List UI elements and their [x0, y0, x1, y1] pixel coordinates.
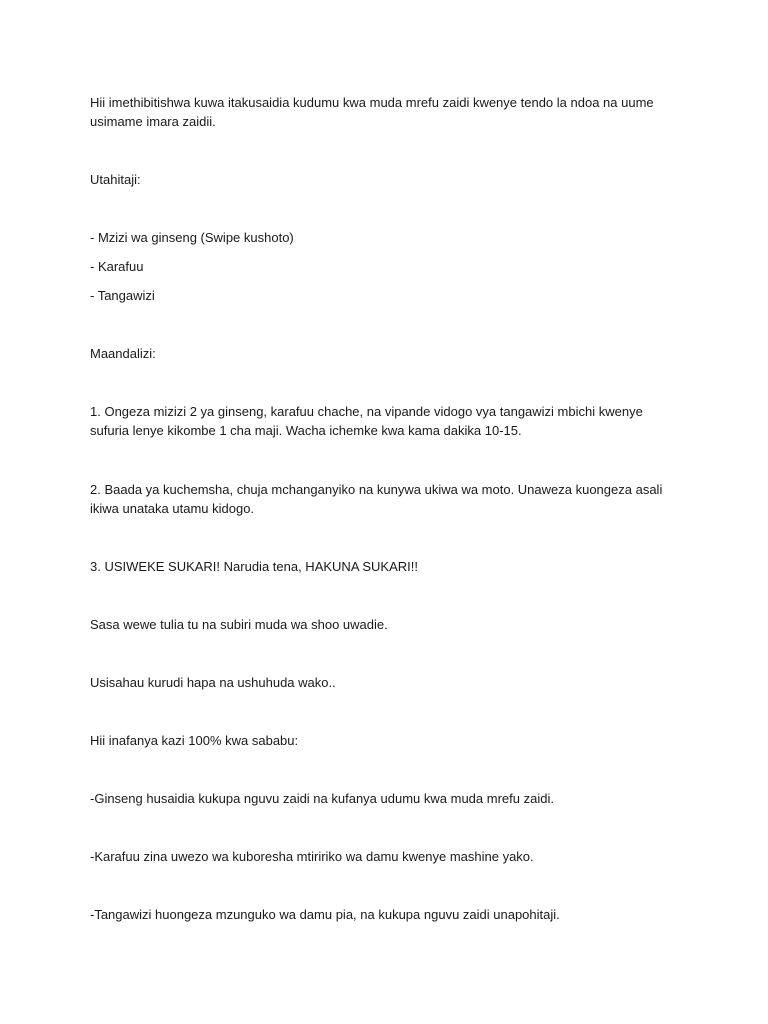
reasons-heading: Hii inafanya kazi 100% kwa sababu:: [90, 733, 299, 748]
wait-note: Sasa wewe tulia tu na subiri muda wa shoo uwadie.: [90, 617, 388, 632]
ingredient-item: - Tangawizi: [90, 288, 155, 303]
preparation-heading: Maandalizi:: [90, 346, 156, 361]
reason-item: -Ginseng husaidia kukupa nguvu zaidi na kufanya udumu kwa muda mrefu zaidi.: [90, 791, 554, 806]
return-note: Usisahau kurudi hapa na ushuhuda wako..: [90, 675, 336, 690]
step-item: 1. Ongeza mizizi 2 ya ginseng, karafuu chache, na vipande vidogo vya tangawizi mbichi kwenye sufuria lenye kikombe 1 cha maji. Wacha ichemke kwa kama dakika 10-15.: [90, 404, 643, 438]
step-item: 3. USIWEKE SUKARI! Narudia tena, HAKUNA SUKARI!!: [90, 559, 419, 574]
ingredient-item: - Karafuu: [90, 259, 144, 274]
intro-paragraph: Hii imethibitishwa kuwa itakusaidia kudumu kwa muda mrefu zaidi kwenye tendo la ndoa na uume usimame imara zaidii.: [90, 95, 654, 129]
reason-item: -Tangawizi huongeza mzunguko wa damu pia, na kukupa nguvu zaidi unapohitaji.: [90, 907, 560, 922]
ingredient-item: - Mzizi wa ginseng (Swipe kushoto): [90, 230, 294, 245]
ingredients-heading: Utahitaji:: [90, 172, 141, 187]
reason-item: -Karafuu zina uwezo wa kuboresha mtiririko wa damu kwenye mashine yako.: [90, 849, 534, 864]
step-item: 2. Baada ya kuchemsha, chuja mchanganyiko na kunywa ukiwa wa moto. Unaweza kuongeza asali ikiwa unataka utamu kidogo.: [90, 482, 663, 516]
